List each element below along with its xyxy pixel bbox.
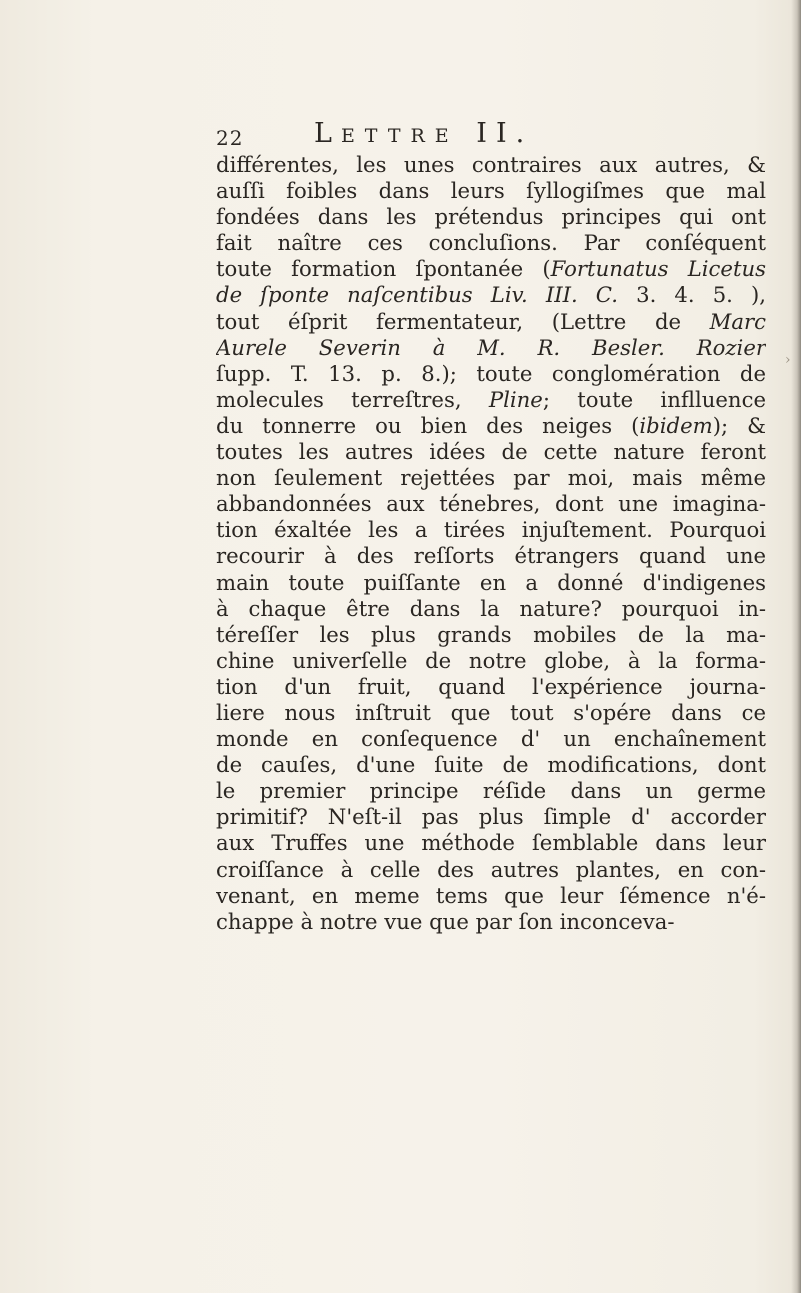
text-line xyxy=(216,778,766,804)
text-line xyxy=(216,648,766,674)
text-segment: monde en conſequence d' un enchaînement xyxy=(216,726,766,752)
text-segment: primitif? N'eſt-il pas plus ſimple d' accorder xyxy=(216,804,766,830)
text-segment: toutes les autres idées de cette nature feront xyxy=(216,439,766,465)
text-line xyxy=(216,413,766,439)
text-line xyxy=(216,309,766,335)
text-line xyxy=(216,622,766,648)
text-segment: tion éxaltée les a tirées injuſtement. Pourquoi xyxy=(216,517,766,543)
page-number: 22 xyxy=(216,126,244,150)
text-segment: liere nous inſtruit que tout s'opére dans ce xyxy=(216,699,766,725)
text-line xyxy=(216,256,766,282)
italic-text-segment: de ſponte naſcentibus Liv. III. C. xyxy=(216,282,619,308)
text-line xyxy=(216,178,766,204)
text-line xyxy=(216,517,766,543)
text-segment: croiſſance à celle des autres plantes, en con- xyxy=(216,856,766,882)
text-segment: tout éſprit fermentateur, (Lettre de xyxy=(216,308,710,334)
text-segment: du tonnerre ou bien des neiges ( xyxy=(216,412,640,438)
text-line xyxy=(216,465,766,491)
text-segment: chappe à notre vue que par ſon inconceva- xyxy=(216,908,675,934)
text-line xyxy=(216,909,766,935)
text-segment: le premier principe réſide dans un germe xyxy=(216,778,766,804)
text-segment: de cauſes, d'une ſuite de modifications, dont xyxy=(216,752,766,778)
italic-text-segment: Marc xyxy=(709,308,766,334)
text-line xyxy=(216,230,766,256)
text-segment: différentes, les unes contraires aux autres, & xyxy=(216,152,766,177)
italic-text-segment: Pline xyxy=(488,386,543,412)
text-line xyxy=(216,674,766,700)
text-segment: à chaque être dans la nature? pourquoi in- xyxy=(216,595,766,621)
text-line xyxy=(216,204,766,230)
text-segment: aux Truffes une méthode ſemblable dans leur xyxy=(216,830,766,856)
text-line xyxy=(216,282,766,308)
italic-text-segment: Fortunatus Licetus xyxy=(550,256,766,282)
text-segment: ſupp. T. 13. p. 8.); toute conglomération de xyxy=(216,360,766,386)
text-line xyxy=(216,439,766,465)
text-line xyxy=(216,700,766,726)
text-segment: main toute puiſſante en a donné d'indigenes xyxy=(216,569,766,595)
running-title xyxy=(314,118,533,149)
italic-text-segment: Aurele Severin à M. R. Besler. Rozier xyxy=(216,334,766,360)
text-line xyxy=(216,752,766,778)
text-segment: 3. 4. 5. ), xyxy=(618,282,766,308)
running-title-initial: L xyxy=(314,118,341,149)
text-segment: fait naître ces concluſions. Par conſéquent xyxy=(216,230,766,256)
text-segment: tion d'un fruit, quand l'expérience journa- xyxy=(216,673,766,699)
text-segment: auſſi foibles dans leurs ſyllogiſmes que mal xyxy=(216,178,766,204)
text-segment: chine univerſelle de notre globe, à la forma- xyxy=(216,647,766,673)
text-line xyxy=(216,726,766,752)
text-line xyxy=(216,387,766,413)
text-line xyxy=(216,335,766,361)
italic-text-segment: ibidem xyxy=(639,412,713,438)
text-segment: molecules terreſtres, xyxy=(216,386,489,412)
text-segment: ; toute inflluence xyxy=(542,386,766,412)
running-title-numeral: II. xyxy=(476,118,534,149)
text-line xyxy=(216,543,766,569)
text-line xyxy=(216,152,766,178)
text-segment: venant, en meme tems que leur ſémence n'é- xyxy=(216,882,766,908)
page-header xyxy=(216,118,716,152)
text-line xyxy=(216,857,766,883)
text-segment: ); & xyxy=(712,412,766,438)
text-segment: téreſſer les plus grands mobiles de la ma- xyxy=(216,621,766,647)
text-segment: fondées dans les prétendus principes qui ont xyxy=(216,204,766,230)
margin-mark: › xyxy=(785,352,791,368)
text-segment: non ſeulement rejettées par moi, mais même xyxy=(216,465,766,491)
text-line xyxy=(216,570,766,596)
body-text xyxy=(216,152,766,935)
text-line xyxy=(216,596,766,622)
text-segment: toute formation ſpontanée ( xyxy=(216,256,551,282)
page-edge-shadow xyxy=(791,0,801,1293)
text-segment: abbandonnées aux ténebres, dont une imagina- xyxy=(216,491,766,517)
text-line xyxy=(216,491,766,517)
text-segment: recourir à des reſſorts étrangers quand une xyxy=(216,543,766,569)
text-line xyxy=(216,883,766,909)
running-title-rest: ETTRE xyxy=(340,125,459,147)
text-line xyxy=(216,830,766,856)
text-line xyxy=(216,361,766,387)
text-line xyxy=(216,804,766,830)
